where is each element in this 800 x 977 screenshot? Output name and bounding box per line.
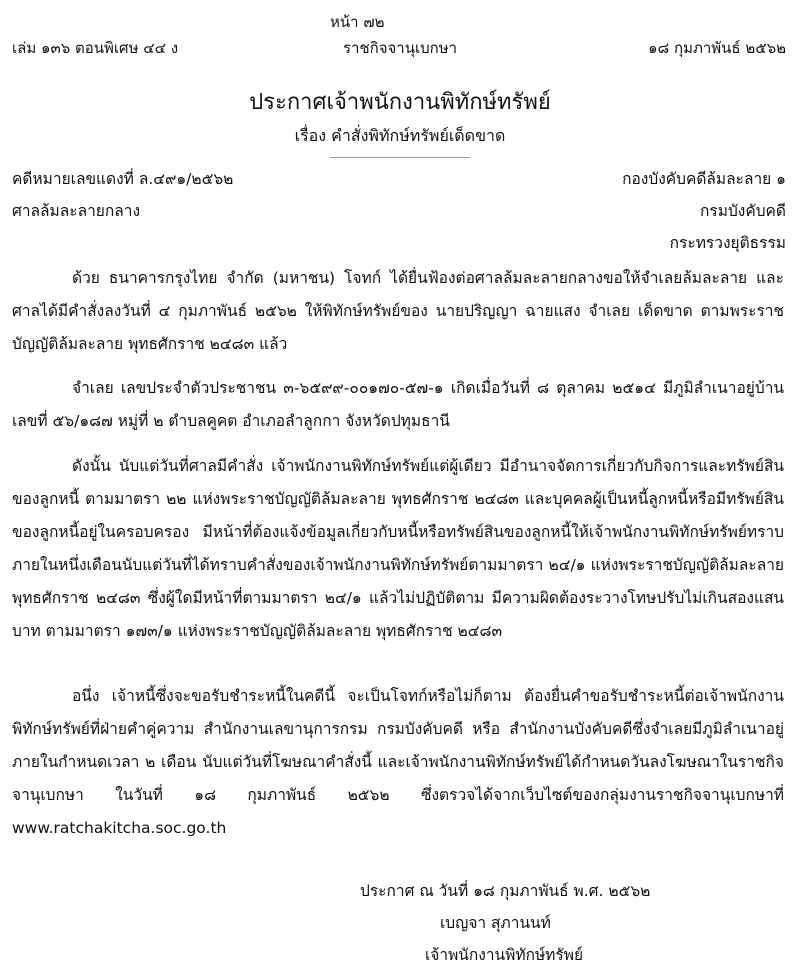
ministry-name: กระทรวงยุติธรรม [669,234,786,252]
page-number: หน้า ๗๒ [330,13,385,31]
paragraph-defendant: จำเลย เลขประจำตัวประชาชน ๓-๖๕๙๙-๐๐๑๗๐-๕๗-๑ เกิดเมื่อวันที่ ๘ ตุลาคม ๒๕๑๔ มีภูมิลำเนาอยู่บ้านเลขที่ ๕๖/๑๘๗ หมู่ที่ ๒ ตำบลคูคต อำเภอลำลูกกา จังหวัดปทุมธานี [12,379,784,430]
paragraph-duties: ดังนั้น นับแต่วันที่ศาลมีคำสั่ง เจ้าพนักงานพิทักษ์ทรัพย์แต่ผู้เดียว มีอำนาจจัดการเกี่ยวกับกิจการและทรัพย์สินของลูกหนี้ ตามมาตรา ๒๒ แห่งพระราชบัญญัติล้มละลาย พุทธศักราช ๒๔๘๓ และบุคคลผู้เป็นหนี้ลูกหนี้หรือมีทรัพย์สินของลูกหนี้อยู่ในครอบครอง มีหน้าที่ต้องแจ้งข้อมูลเกี่ยวกับหนี้หรือทรัพย์สินของลูกหนี้ให้เจ้าพนักงานพิทักษ์ทรัพย์ทราบ ภายในหนึ่งเดือนนับแต่วันที่ได้ทราบคำสั่งของเจ้าพนักงานพิทักษ์ทรัพย์ตามมาตรา ๒๔/๑ แห่งพระราชบัญญัติล้มละลาย พุทธศักราช ๒๔๘๓ ซึ่งผู้ใดมีหน้าที่ตามมาตรา ๒๔/๑ แล้วไม่ปฏิบัติตาม มีความผิดต้องระวางโทษปรับไม่เกินสองแสนบาท ตามมาตรา ๑๗๓/๑ แห่งพระราชบัญญัติล้มละลาย พุทธศักราช ๒๔๘๓ [12,457,784,640]
signer-position: เจ้าพนักงานพิทักษ์ทรัพย์ [425,946,584,964]
header-date: ๑๘ กุมภาพันธ์ ๒๕๖๒ [648,39,786,57]
title-divider [330,157,470,158]
office-name: กองบังคับคดีล้มละลาย ๑ [622,170,786,188]
volume-issue: เล่ม ๑๓๖ ตอนพิเศษ ๔๔ ง [12,39,179,57]
gazette-name: ราชกิจจานุเบกษา [342,39,458,57]
signer-name: เบญจา สุภานนท์ [440,914,551,932]
case-number: คดีหมายเลขแดงที่ ล.๔๙๑/๒๕๖๒ [12,170,234,188]
department-name: กรมบังคับคดี [700,202,786,220]
paragraph-creditors: อนึ่ง เจ้าหนี้ซึ่งจะขอรับชำระหนี้ในคดีนี้ จะเป็นโจทก์หรือไม่ก็ตาม ต้องยื่นคำขอรับชำระหนี้ต่อเจ้าพนักงานพิทักษ์ทรัพย์ที่ฝ่ายคำคู่ความ สำนักงานเลขานุการกรม กรมบังคับคดี หรือ สำนักงานบังคับคดีซึ่งจำเลยมีภูมิลำเนาอยู่ ภายในกำหนดเวลา ๒ เดือน นับแต่วันที่โฆษณาคำสั่งนี้ และเจ้าพนักงานพิทักษ์ทรัพย์ได้กำหนดวันลงโฆษณาในราชกิจจานุเบกษา ในวันที่ ๑๘ กุมภาพันธ์ ๒๕๖๒ ซึ่งตรวจได้จากเว็บไซต์ของกลุ่มงานราชกิจจานุเบกษาที่ www.ratchakitcha.soc.go.th [12,687,784,837]
court-name: ศาลล้มละลายกลาง [12,202,141,220]
paragraph-petition: ด้วย ธนาคารกรุงไทย จำกัด (มหาชน) โจทก์ ได้ยื่นฟ้องต่อศาลล้มละลายกลางขอให้จำเลยล้มละลาย และศาลได้มีคำสั่งลงวันที่ ๔ กุมภาพันธ์ ๒๕๖๒ ให้พิทักษ์ทรัพย์ของ นายปริญญา ฉายแสง จำเลย เด็ดขาด ตามพระราชบัญญัติล้มละลาย พุทธศักราช ๒๔๘๓ แล้ว [12,269,784,353]
notice-subject: เรื่อง คำสั่งพิทักษ์ทรัพย์เด็ดขาด [294,126,506,145]
announcement-date: ประกาศ ณ วันที่ ๑๘ กุมภาพันธ์ พ.ศ. ๒๕๖๒ [360,882,651,900]
notice-title: ประกาศเจ้าพนักงานพิทักษ์ทรัพย์ [249,90,551,115]
